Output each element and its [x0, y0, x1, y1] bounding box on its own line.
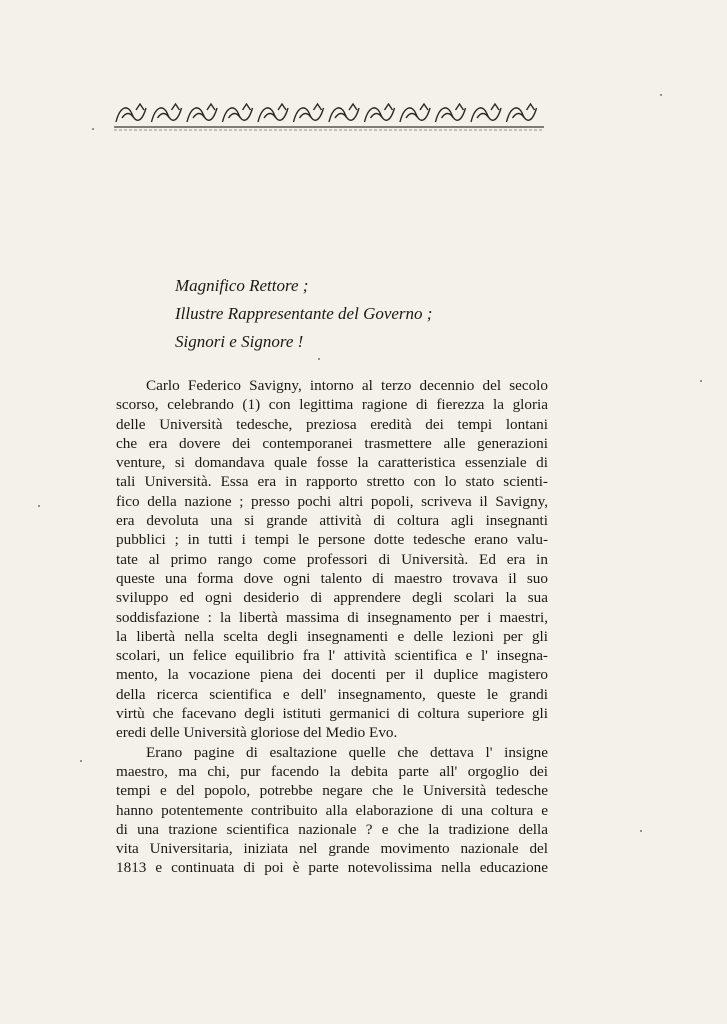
- paper-speck: [660, 94, 662, 96]
- text-line: della ricerca scientifica e dell' insegnamento, queste le grandi: [116, 685, 548, 703]
- body-text: [116, 376, 548, 878]
- text-line: vita Universitaria, iniziata nel grande movimento nazionale del: [116, 840, 548, 858]
- text-line: sviluppo ed ogni desiderio di apprendere degli scolari la sua: [116, 589, 548, 607]
- text-line: venture, si domandava quale fosse la caratteristica essenziale di: [116, 454, 548, 472]
- text-line: che era dovere dei contemporanei trasmettere alle generazioni: [116, 434, 548, 452]
- text-line: eredi delle Università gloriose del Medio Evo.: [116, 724, 398, 742]
- text-line: soddisfazione : la libertà massima di insegnamento per i maestri,: [116, 608, 548, 626]
- text-line: scorso, celebrando (1) con legittima ragione di fierezza la gloria: [116, 396, 548, 414]
- ornament-motif: [400, 104, 430, 122]
- ornament-motif: [258, 104, 288, 122]
- paper-speck: [92, 128, 94, 130]
- salutation-line-rettore: Magnifico Rettore ;: [175, 276, 309, 295]
- text-line: Carlo Federico Savigny, intorno al terzo decennio del secolo: [146, 377, 548, 394]
- text-line: delle Università tedesche, preziosa eredità dei tempi lontani: [116, 415, 548, 433]
- salutation-line-signori: Signori e Signore !: [175, 332, 304, 351]
- ornament-motif: [329, 104, 359, 122]
- ornament-motif: [187, 104, 217, 122]
- ornament-motif: [223, 104, 253, 122]
- text-line: virtù che facevano degli istituti germanici di coltura superiore gli: [116, 705, 548, 723]
- paper-speck: [318, 358, 320, 360]
- text-line: mento, la vocazione piena dei docenti per il duplice magistero: [116, 666, 548, 684]
- paper-speck: [700, 380, 702, 382]
- text-line: fico della nazione ; presso pochi altri popoli, scriveva il Savigny,: [116, 492, 548, 510]
- salutation-line-governo: Illustre Rappresentante del Governo ;: [175, 304, 433, 323]
- paper-speck: [38, 505, 40, 507]
- text-line: tali Università. Essa era in rapporto stretto con lo stato scienti-: [116, 473, 548, 491]
- text-line: scolari, un felice equilibrio fra l' attività scientifica e l' insegna-: [116, 647, 548, 665]
- ornament-motif: [116, 104, 146, 122]
- paper-speck: [80, 760, 82, 762]
- text-line: era devoluta una si grande attività di coltura agli insegnanti: [116, 512, 548, 530]
- ornament-motif: [294, 104, 324, 122]
- ornament-motif: [152, 104, 182, 122]
- text-line: la libertà nella scelta degli insegnamenti e delle lezioni per gli: [116, 627, 548, 645]
- ornament-motif: [436, 104, 466, 122]
- ornament-motif: [471, 104, 501, 122]
- text-line: pubblici ; in tutti i tempi le persone dotte tedesche erano valu-: [116, 531, 548, 549]
- text-line: Erano pagine di esaltazione quelle che dettava l' insigne: [146, 743, 548, 761]
- ornament-motif: [507, 104, 537, 122]
- text-line: maestro, ma chi, pur facendo la debita parte all' orgoglio dei: [116, 762, 548, 780]
- text-line: di una trazione scientifica nazionale ? e che la tradizione della: [116, 820, 548, 838]
- text-line: 1813 e continuata di poi è parte notevolissima nella educazione: [116, 859, 548, 877]
- text-line: queste una forma dove ogni talento di maestro trovava il suo: [116, 569, 548, 587]
- text-line: tate al primo rango come professori di Università. Ed era in: [116, 550, 548, 568]
- salutation: [175, 272, 555, 356]
- decorative-border-ornament: [112, 96, 546, 132]
- text-line: hanno potentemente contribuito alla elaborazione di una coltura e: [116, 801, 548, 819]
- ornament-motif: [365, 104, 395, 122]
- text-line: tempi e del popolo, potrebbe negare che le Università tedesche: [116, 782, 548, 800]
- paper-speck: [640, 830, 642, 832]
